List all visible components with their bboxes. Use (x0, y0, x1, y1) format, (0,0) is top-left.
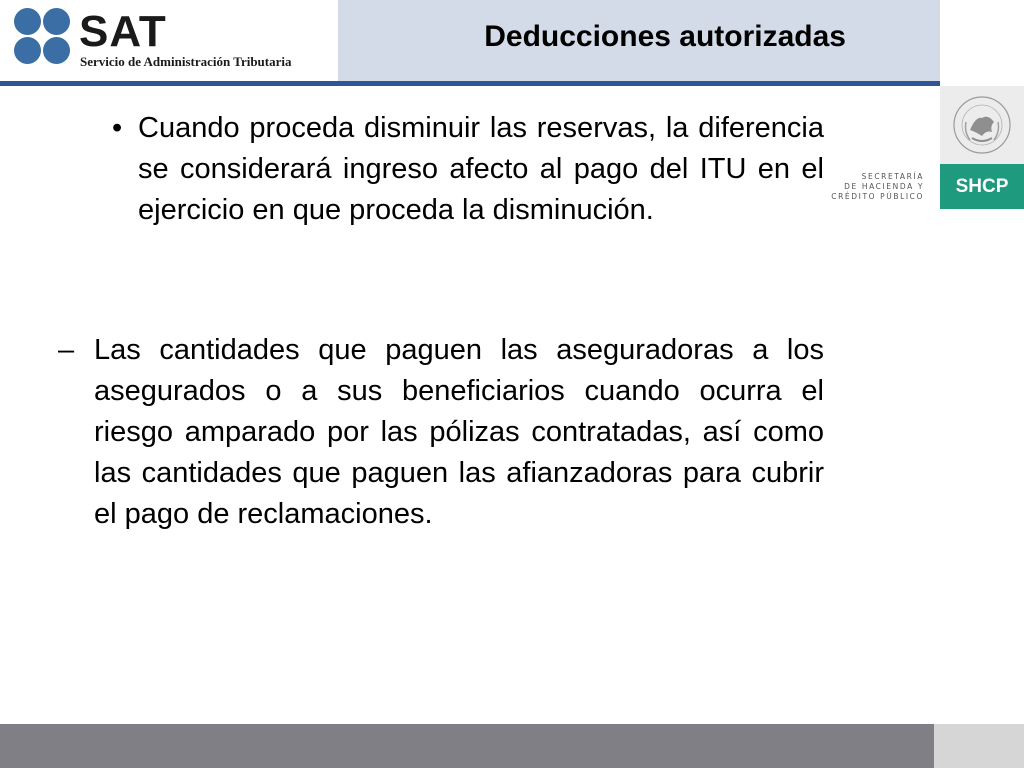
seal-box (940, 86, 1024, 164)
sat-dots-icon (14, 8, 74, 68)
dash-text: Las cantidades que paguen las aseguradoras a los asegurados o a sus beneficiarios cuando ocurra el riesgo amparado por las pólizas contratadas, así como las cantidades que paguen las afianzadoras para cubrir el pago de reclamaciones. (94, 334, 824, 530)
dash-marker: – (58, 334, 75, 366)
sat-logo (14, 8, 334, 72)
footer-corner (934, 724, 1024, 768)
bullet-marker: • (112, 112, 123, 144)
bullet-text: Cuando proceda disminuir las reservas, la diferencia se considerará ingreso afecto al pago del ITU en el ejercicio en que proceda la disminución. (138, 112, 824, 226)
agency-panel-top (940, 0, 1024, 82)
bullet-item (112, 108, 824, 231)
shcp-badge: SHCP (940, 164, 1024, 209)
secretaria-line: SECRETARÍA (861, 172, 924, 181)
sat-logo-word: SAT (79, 7, 167, 56)
secretaria-text (831, 172, 924, 202)
page-title: Deducciones autorizadas (484, 20, 846, 53)
footer-bar (0, 724, 934, 768)
mexico-seal-icon (952, 92, 1012, 158)
header-divider (0, 81, 940, 86)
header (0, 0, 940, 82)
secretaria-line: CRÉDITO PÚBLICO (831, 192, 924, 201)
secretaria-line: DE HACIENDA Y (844, 182, 924, 191)
dash-item (58, 330, 824, 535)
title-band (338, 0, 940, 82)
sat-logo-subtitle: Servicio de Administración Tributaria (80, 54, 292, 69)
